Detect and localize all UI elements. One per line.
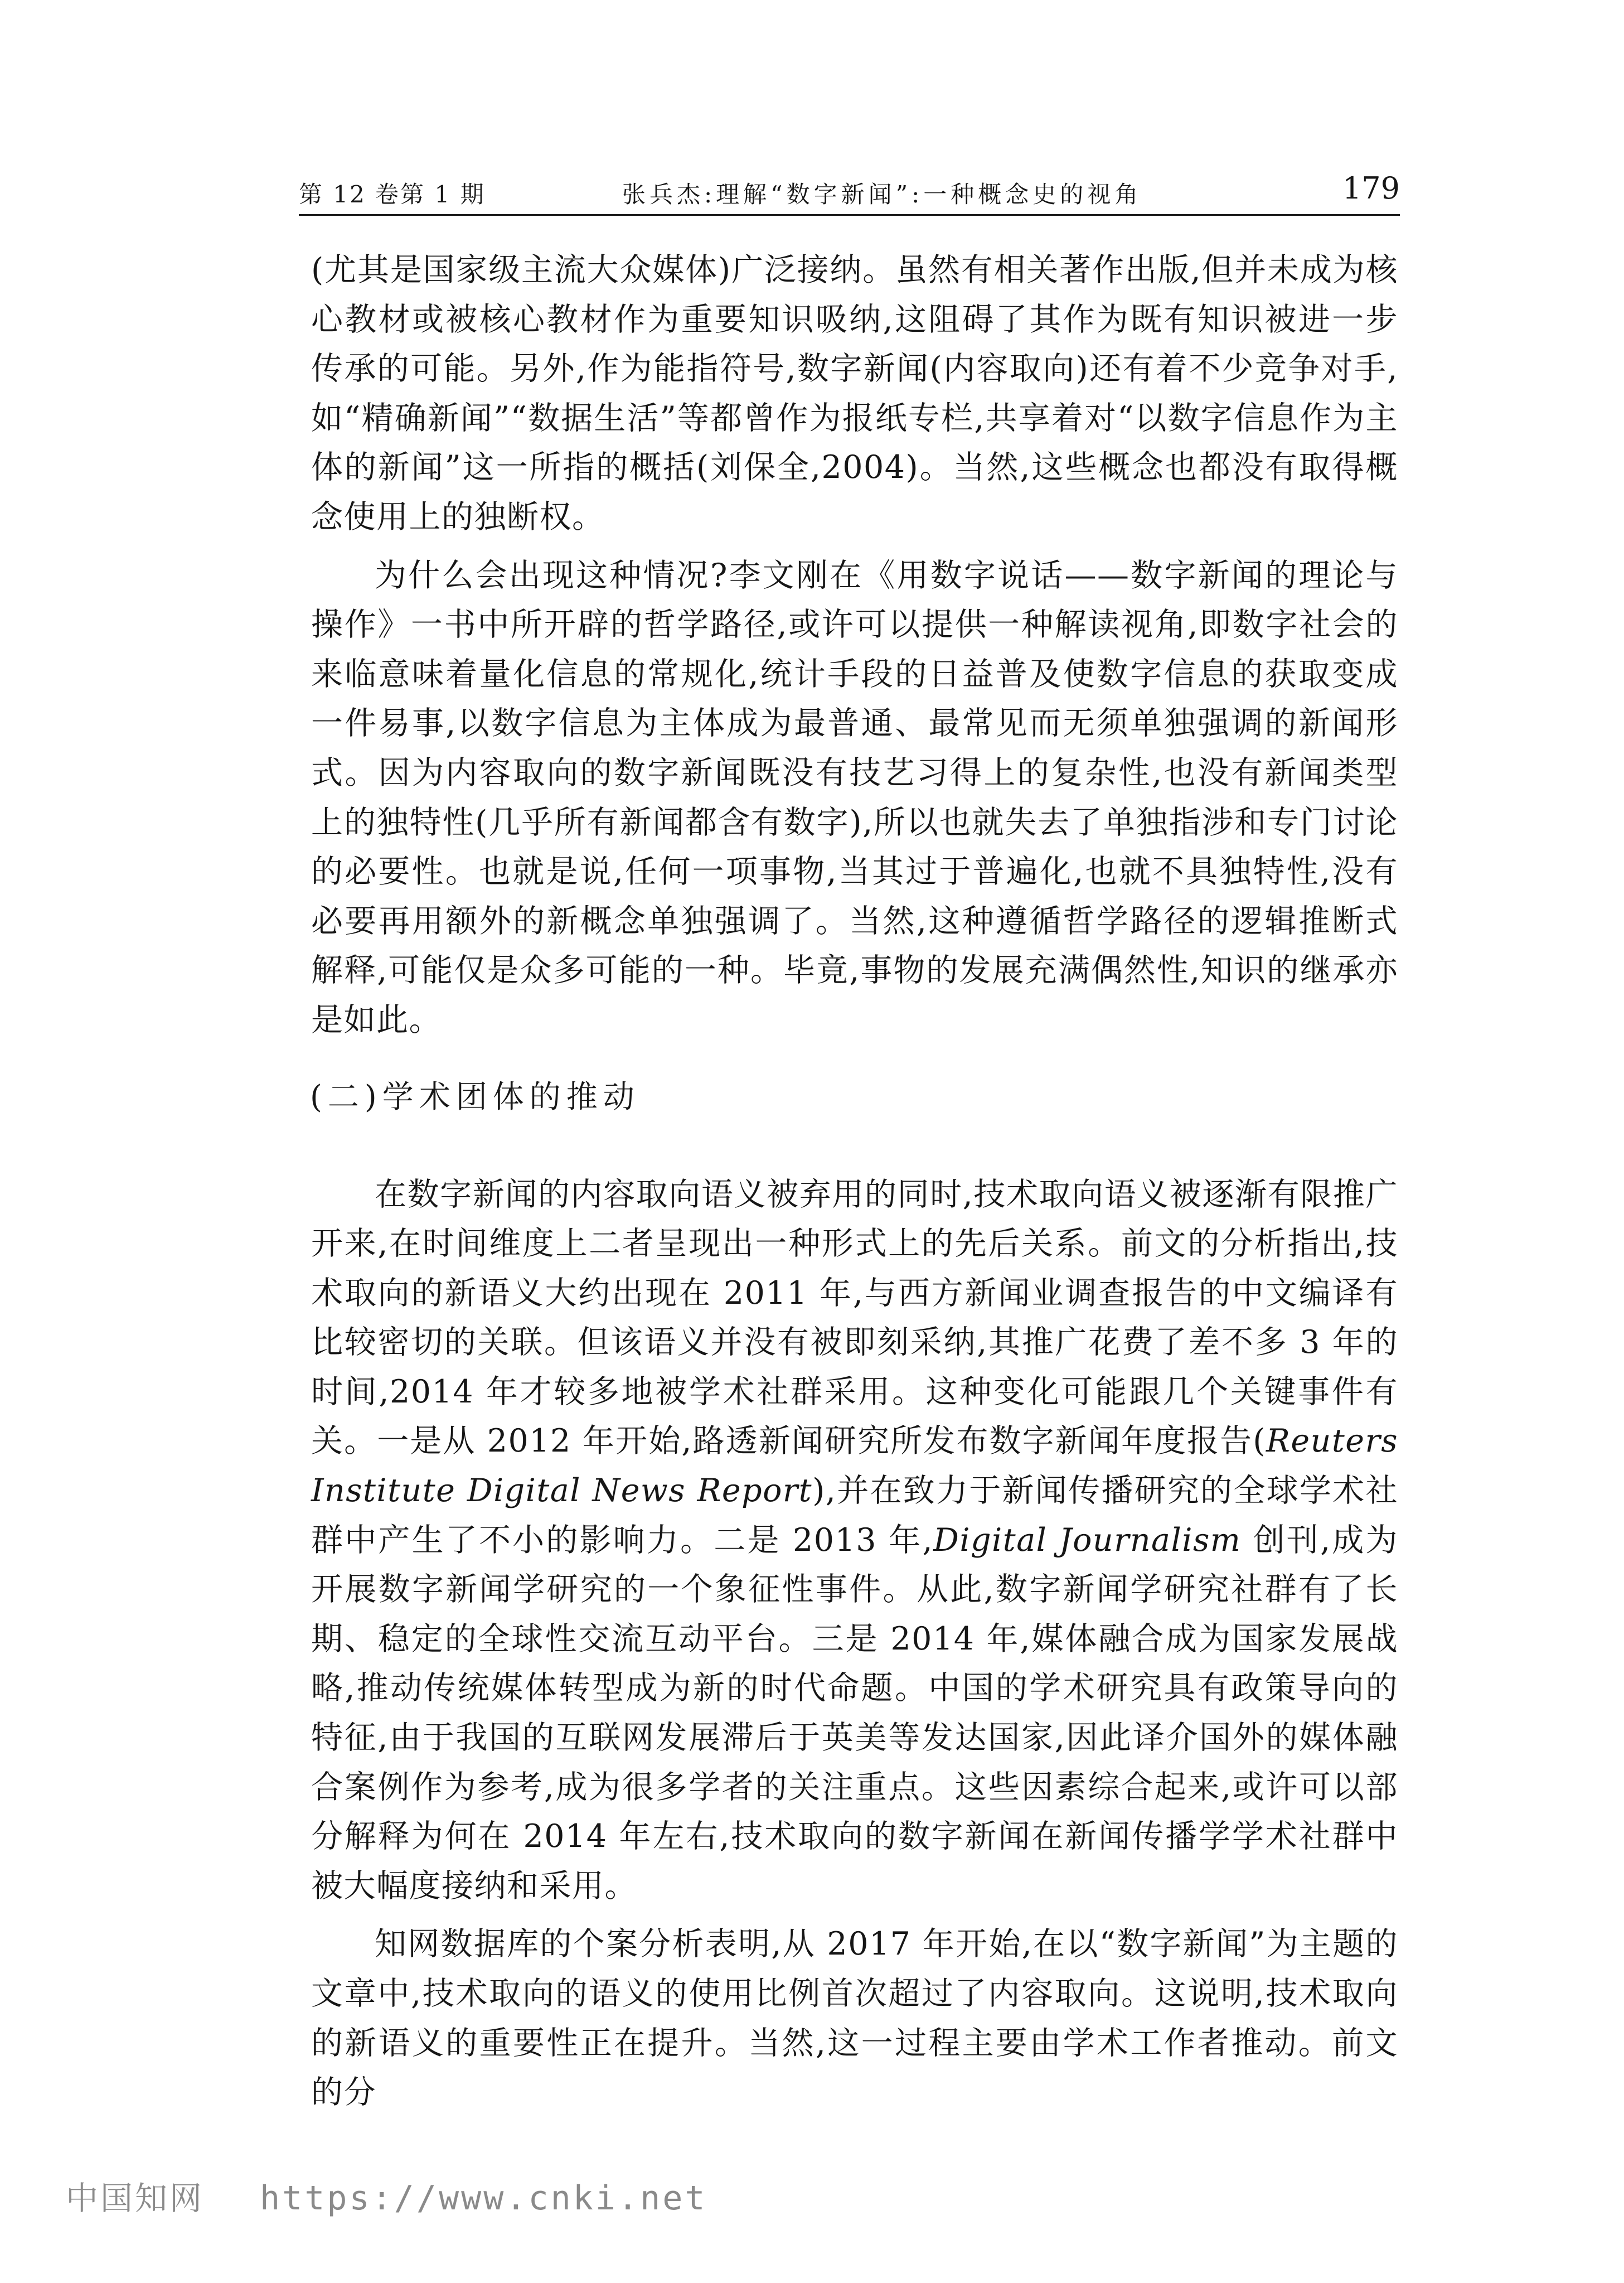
italic-report-title: Reuters Institute Digital News Report: [311, 1423, 1398, 1510]
section-heading: (二)学术团体的推动: [310, 1078, 640, 1115]
running-header: [299, 171, 1400, 215]
paragraph: 为什么会出现这种情况?李文刚在《用数字说话——数字新闻的理论与操作》一书中所开辟的哲学路径,或许可以提供一种解读视角,即数字社会的来临意味着量化信息的常规化,统计手段的日益普及使数字信息的获取变成一件易事,以数字信息为主体成为最普通、最常见而无须单独强调的新闻形式。因为内容取向的数字新闻既没有技艺习得上的复杂性,也没有新闻类型上的独特性(几乎所有新闻都含有数字),所以也就失去了单独指涉和专门讨论的必要性。也就是说,任何一项事物,当其过于普遍化,也就不具独特性,没有必要再用额外的新概念单独强调了。当然,这种遵循哲学路径的逻辑推断式解释,可能仅是众多可能的一种。毕竟,事物的发展充满偶然性,知识的继承亦是如此。: [311, 557, 1398, 1038]
page-number: 179: [1342, 171, 1400, 206]
article-body: [311, 245, 1398, 2117]
paragraph-text: 创刊,成为开展数字新闻学研究的一个象征性事件。从此,数字新闻学研究社群有了长期、稳定的全球性交流互动平台。三是 2014 年,媒体融合成为国家发展战略,推动传统媒体转型成为新的时代命题。中国的学术研究具有政策导向的特征,由于我国的互联网发展滞后于英美等发达国家,因此译介国外的媒体融合案例作为参考,成为很多学者的关注重点。这些因素综合起来,或许可以部分解释为何在 2014 年左右,技术取向的数字新闻在新闻传播学学术社群中被大幅度接纳和采用。: [311, 1521, 1398, 1904]
paragraph-text: 在数字新闻的内容取向语义被弃用的同时,技术取向语义被逐渐有限推广开来,在时间维度上二者呈现出一种形式上的先后关系。前文的分析指出,技术取向的新语义大约出现在 2011 年,与西方新闻业调查报告的中文编译有比较密切的关联。但该语义并没有被即刻采纳,其推广花费了差不多 3 年的时间,2014 年才较多地被学术社群采用。这种变化可能跟几个关键事件有关。一是从 2012 年开始,路透新闻研究所发布数字新闻年度报告(: [311, 1176, 1398, 1460]
watermark-footer: [66, 2172, 707, 2219]
paragraph-text: ),并在致力于新闻传播研究的全球学术社群中产生了不小的影响力。二是 2013 年,: [311, 1472, 1398, 1559]
cnki-brand: 中国知网: [66, 2179, 205, 2217]
paragraph-continued: (尤其是国家级主流大众媒体)广泛接纳。虽然有相关著作出版,但并未成为核心教材或被核心教材作为重要知识吸纳,这阻碍了其作为既有知识被进一步传承的可能。另外,作为能指符号,数字新闻(内容取向)还有着不少竞争对手,如“精确新闻”“数据生活”等都曾作为报纸专栏,共享着对“以数字信息作为主体的新闻”这一所指的概括(刘保全,2004)。当然,这些概念也都没有取得概念使用上的独断权。: [311, 251, 1398, 535]
article-running-title: 张兵杰:理解“数字新闻”:一种概念史的视角: [622, 181, 1142, 208]
paragraph-with-citations: [311, 1170, 1398, 1911]
paragraph: 知网数据库的个案分析表明,从 2017 年开始,在以“数字新闻”为主题的文章中,技术取向的语义的使用比例首次超过了内容取向。这说明,技术取向的新语义的重要性正在提升。当然,这一过程主要由学术工作者推动。前文的分: [311, 1926, 1398, 2111]
cnki-url-link[interactable]: https://www.cnki.net: [260, 2179, 707, 2218]
header-rule: [299, 214, 1400, 216]
italic-journal-title: Digital Journalism: [933, 1521, 1242, 1559]
journal-volume-issue: 第 12 卷第 1 期: [299, 181, 486, 208]
